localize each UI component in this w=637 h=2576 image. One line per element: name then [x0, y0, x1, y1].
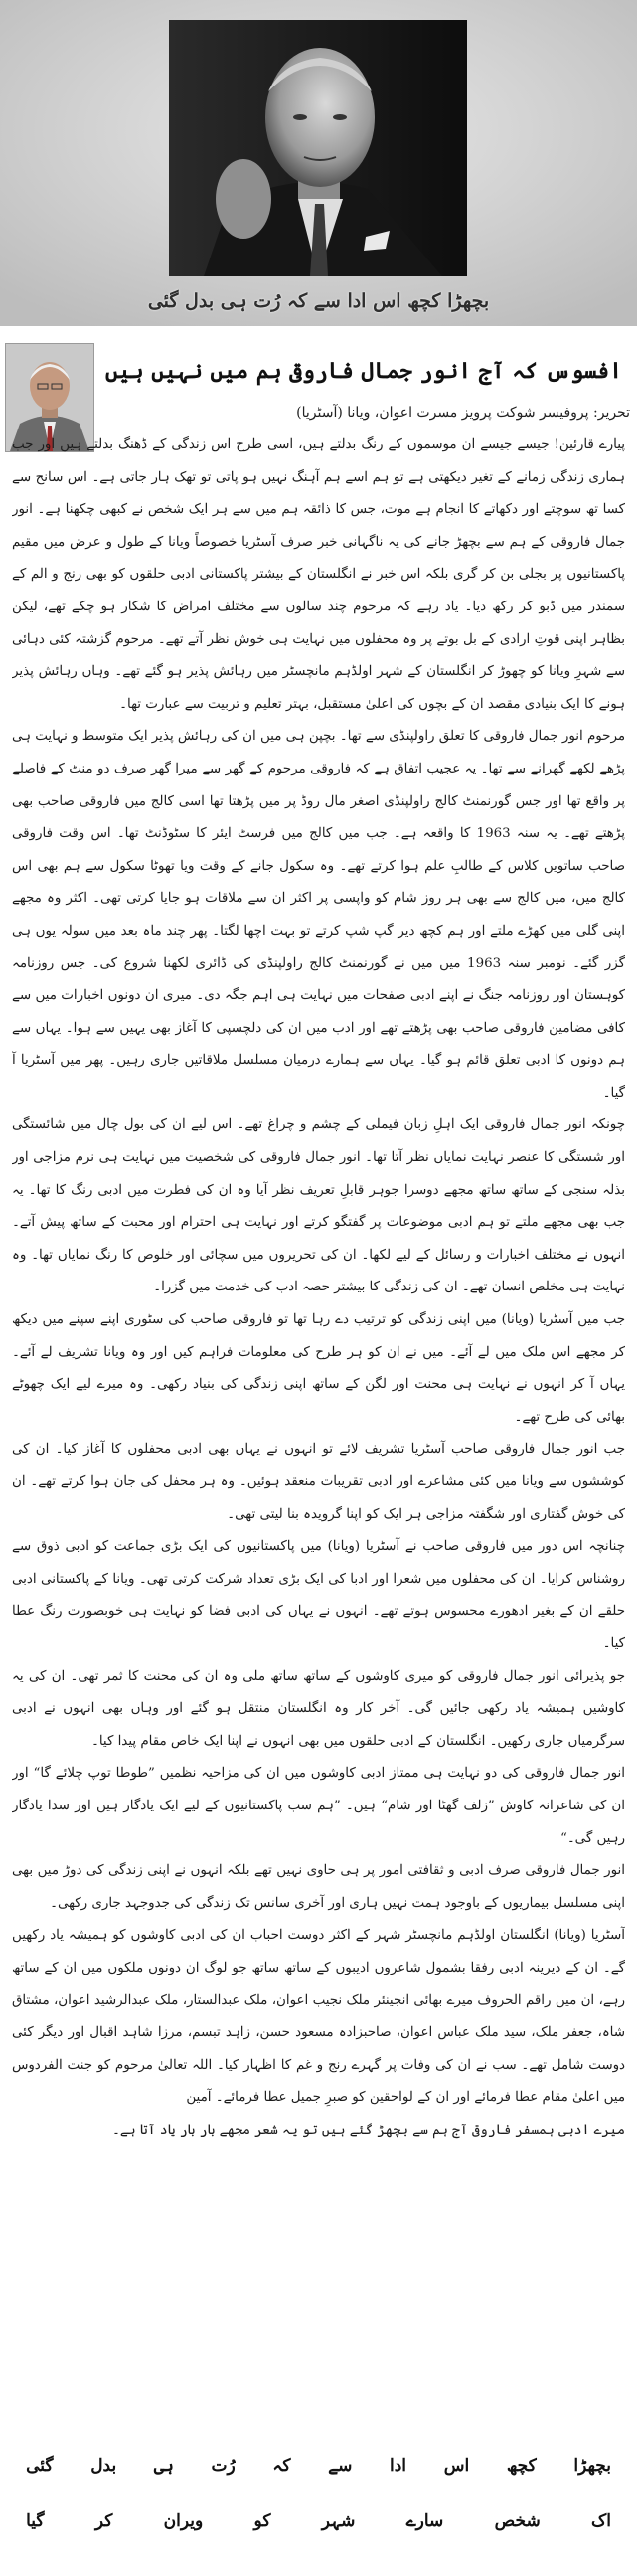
article-paragraph: انور جمال فاروقی کی دو نہایت ہی ممتاز ادبی کاوشوں میں ان کی مزاحیہ نظمیں ”طوطا توپ چلائے گا“ اور ان کی شاعرانہ کاوش ”زلف گھٹا اور شام“ ہیں۔ ”ہم سب پاکستانیوں کے لیے ایک یادگار ہیں اور سدا یادگار رہیں گی۔“: [12, 1766, 625, 1846]
portrait-illustration: [0, 0, 637, 326]
verse-word: کچھ: [506, 2456, 537, 2476]
verse-line-1: [12, 2438, 625, 2493]
verse-word: بدل: [90, 2456, 117, 2476]
verse-line-2: [12, 2493, 625, 2549]
verse-word: شہر: [321, 2511, 356, 2531]
verse-word: ویران: [163, 2511, 204, 2531]
article-paragraph: جو پذیرائی انور جمال فاروقی کو میری کاوشوں کے ساتھ ساتھ ملی وہ ان کی محنت کا ثمر تھی۔ ان کی یہ کاوشیں ہمیشہ یاد رکھی جائیں گی۔ آخر کار وہ انگلستان منتقل ہو گئے اور وہاں بھی انہوں نے ادبی سرگرمیاں جاری رکھیں۔ انگلستان کے ادبی حلقوں میں بھی انہوں نے اپنا ایک خاص مقام پیدا کیا۔: [12, 1668, 625, 1749]
article-body: [12, 429, 625, 2418]
article-byline: تحریر: پروفیسر شوکت پرویز مسرت اعوان، ویانا (آسٹریا): [296, 405, 630, 421]
verse-word: گئی: [26, 2456, 54, 2476]
article-paragraph: مرحوم انور جمال فاروقی کا تعلق راولپنڈی سے تھا۔ بچپن ہی میں ان کی رہائش پذیر ایک متوسط و نہایت ہی پڑھے لکھے گھرانے سے تھا۔ یہ عجیب اتفاق ہے کہ فاروقی مرحوم کے گھر سے میرا گھر صرف دو منٹ کے فاصلے پر واقع تھا اور جس گورنمنٹ کالج راولپنڈی اصغر مال روڈ پر میں پڑھتا تھا اسی کالج میں فاروقی صاحب بھی پڑھتے تھے۔ یہ سنہ 1963 کا واقعہ ہے۔ جب میں کالج میں فرسٹ ایئر کا سٹوڈنٹ تھا۔ اس وقت فاروقی صاحب ساتویں کلاس کے طالبِ علم ہوا کرتے تھے۔ وہ سکول جانے کے وقت ویا تھوٹا سکول سے ہم بھی اس کالج میں، میں کالج سے بھی ہر روز شام کو واپسی پر اکثر ان سے ملاقات ہو جایا کرتی تھی۔ اکثر وہ مجھے اپنی گلی میں کھڑے ملتے اور ہم کچھ دیر گپ شپ کرتے تو بہت اچھا لگتا۔ پھر چند ماہ بعد میں سولہ یوں ہی گزر گئے۔ نومبر سنہ 1963 میں میں نے گورنمنٹ کالج راولپنڈی کی ڈائری لکھنا شروع کی۔ جس روزنامہ کوہستان اور روزنامہ جنگ نے اپنے ادبی صفحات میں نہایت ہی اہم جگہ دی۔ میری ان دونوں اخبارات میں سے کافی مضامین فاروقی صاحب بھی پڑھتے تھے اور ادب میں ان کی دلچسپی کا آغاز بھی یہیں سے ہوا۔ یہاں سے ہم دونوں کا ادبی تعلق قائم ہو گیا۔ یہاں سے ہمارے درمیان مسلسل ملاقاتیں جاری رہیں۔ پھر میں آسٹریا آ گیا۔: [12, 729, 625, 1101]
article-paragraph: جب میں آسٹریا (ویانا) میں اپنی زندگی کو ترتیب دے رہا تھا تو فاروقی صاحب کی سٹوری اپنے سپنے میں دیکھ کر مجھے اس ملک میں لے آئے۔ میں نے ان کو ہر طرح کی معلومات فراہم کیں اور وہ ویانا تشریف لے آئے۔ یہاں آ کر انہوں نے نہایت ہی محنت اور لگن کے ساتھ اپنی زندگی کی بنیاد رکھی۔ وہ میرے لیے ایک چھوٹے بھائی کی طرح تھے۔: [12, 1312, 625, 1425]
header-photo: [0, 0, 637, 326]
verse-word: سارے: [405, 2511, 444, 2531]
header-caption: بچھڑا کچھ اس ادا سے کہ رُت ہی بدل گئی: [147, 290, 490, 312]
verse-word: اک: [591, 2511, 611, 2531]
article-title: افسوس کہ آج انور جمال فاروقی ہم میں نہیں ہیں: [104, 358, 623, 384]
verse-word: کہ: [272, 2456, 291, 2476]
verse-word: اس: [443, 2456, 470, 2476]
verse-word: بچھڑا: [573, 2456, 611, 2476]
article-paragraph: میرے ادبی ہمسفر فاروقی آج ہم سے بچھڑ گئے ہیں تو یہ شعر مجھے بار بار یاد آتا ہے۔: [112, 2122, 625, 2138]
article-paragraph: آسٹریا (ویانا) انگلستان اولڈہم مانچسٹر شہر کے اکثر دوست احباب ان کی ادبی کاوشوں کو ہمیشہ یاد رکھیں گے۔ ان کے دیرینہ ادبی رفقا بشمول شاعروں ادیبوں کے ساتھ ساتھ جو لوگ ان دونوں ملکوں میں ان کے ساتھ رہے، ان میں راقم الحروف میرے بھائی انجینئر ملک نجیب اعوان، ملک عبدالستار، ملک عبدالرشید اعوان، مشتاق شاہ، جعفر ملک، سید ملک عباس اعوان، صاحبزادہ مسعود حسن، زاہد تبسم، مرزا شاہد اقبال اور دیگر کئی دوست شامل تھے۔ سب نے ان کی وفات پر گہرے رنج و غم کا اظہار کیا۔ اللہ تعالیٰ مرحوم کو جنت الفردوس میں اعلیٰ مقام عطا فرمائے اور ان کے لواحقین کو صبرِ جمیل عطا فرمائے۔ آمین: [12, 1928, 625, 2106]
verse-word: ہی: [153, 2456, 174, 2476]
article-paragraph: چونکہ انور جمال فاروقی ایک اہلِ زبان فیملی کے چشم و چراغ تھے۔ اس لیے ان کی بول چال میں شائستگی اور شستگی کا عنصر نہایت نمایاں نظر آتا تھا۔ انور جمال فاروقی کی شخصیت میں نہایت ہی نرم مزاجی اور بذلہ سنجی کے ساتھ ساتھ مجھے دوسرا جوہر قابلِ تعریف نظر آیا وہ ان کی فطرت میں ادبی رنگ کا تھا۔ یہ جب بھی مجھے ملتے تو ہم ادبی موضوعات پر گفتگو کرتے اور نہایت ہی احترام اور محبت کے ساتھ پیش آتے۔ انہوں نے مختلف اخبارات و رسائل کے لیے لکھا۔ ان کی تحریروں میں سچائی اور خلوص کا رنگ نمایاں تھا۔ وہ نہایت ہی مخلص انسان تھے۔ ان کی زندگی کا بیشتر حصہ ادب کی خدمت میں گزرا۔: [12, 1117, 625, 1295]
article-paragraph: انور جمال فاروقی صرف ادبی و ثقافتی امور پر ہی حاوی نہیں تھے بلکہ انہوں نے اپنی زندگی کی دوڑ میں بھی اپنی مسلسل بیماریوں کے باوجود ہمت نہیں ہاری اور آخری سانس تک زندگی کی جدوجہد جاری رکھی۔: [12, 1863, 625, 1911]
article-paragraph: پیارے قارئین! جیسے جیسے ان موسموں کے رنگ بدلتے ہیں، اسی طرح اس زندگی کے ڈھنگ بدلتے ہیں اور جب ہماری زندگی زمانے کے تغیر دیکھتی ہے تو ہم اسے ہم آہنگ نہیں ہو پاتی تو تھک ہار جاتی ہے۔ اس سانح سے کسا تھ سوچتے اور دکھاتے کا انجام ہے موت، جس کا ذائقہ ہم میں سے ہر ایک شخص نے کبھی چکھنا ہے۔ انور جمال فاروقی کے ہم سے بچھڑ جانے کی یہ ناگہانی خبر صرف آسٹریا خصوصاً ویانا کے طول و عرض میں مقیم پاکستانیوں پر بجلی بن کر گری بلکہ اس خبر نے انگلستان کے بیشتر پاکستانی ادبی حلقوں کو بھی رنج و الم کے سمندر میں ڈبو کر رکھ دیا۔ یاد رہے کہ مرحوم چند سالوں سے مختلف امراض کا شکار ہو چکے تھے، لیکن بظاہر اپنی قوتِ ارادی کے بل بوتے پر وہ محفلوں میں نہایت ہی خوش نظر آتے تھے۔ مرحوم گزشتہ کئی دہائی سے شہرِ ویانا کو چھوڑ کر انگلستان کے شہر اولڈہم مانچسٹر میں رہائش پذیر ہو گئے تھے۔ وہاں رہائش پذیر ہونے کا ایک بنیادی مقصد ان کے بچوں کی اعلیٰ مستقبل، بہتر تعلیم و تربیت سے عبارت تھا۔: [12, 437, 625, 712]
verse-word: کو: [253, 2511, 271, 2531]
verse-word: کر: [94, 2511, 113, 2531]
verse-word: ادا: [390, 2456, 407, 2476]
verse-word: گیا: [26, 2511, 45, 2531]
article-paragraph: جب انور جمال فاروقی صاحب آسٹریا تشریف لائے تو انہوں نے یہاں بھی ادبی محفلوں کا آغاز کیا۔ ان کی کوششوں سے ویانا میں کئی مشاعرے اور ادبی تقریبات منعقد ہوئیں۔ وہ ہر محفل کی جان ہوا کرتے تھے۔ ان کی خوش گفتاری اور شگفتہ مزاجی ہر ایک کو اپنا گرویدہ بنا لیتی تھی۔: [12, 1442, 625, 1522]
article-paragraph: چنانچہ اس دور میں فاروقی صاحب نے آسٹریا (ویانا) میں پاکستانیوں کی ایک بڑی جماعت کو ادبی ذوق سے روشناس کرایا۔ ان کی محفلوں میں شعرا اور ادبا کی ایک بڑی تعداد شرکت کرتی تھی۔ ویانا کے پاکستانی ادبی حلقے ان کے بغیر ادھورے محسوس ہوتے تھے۔ انہوں نے یہاں کی ادبی فضا کو نہایت ہی خوبصورت رنگ عطا کیا۔: [12, 1539, 625, 1651]
verse-word: رُت: [211, 2456, 236, 2476]
verse-word: سے: [328, 2456, 353, 2476]
verse-word: شخص: [494, 2511, 541, 2531]
closing-verse: [12, 2438, 625, 2561]
